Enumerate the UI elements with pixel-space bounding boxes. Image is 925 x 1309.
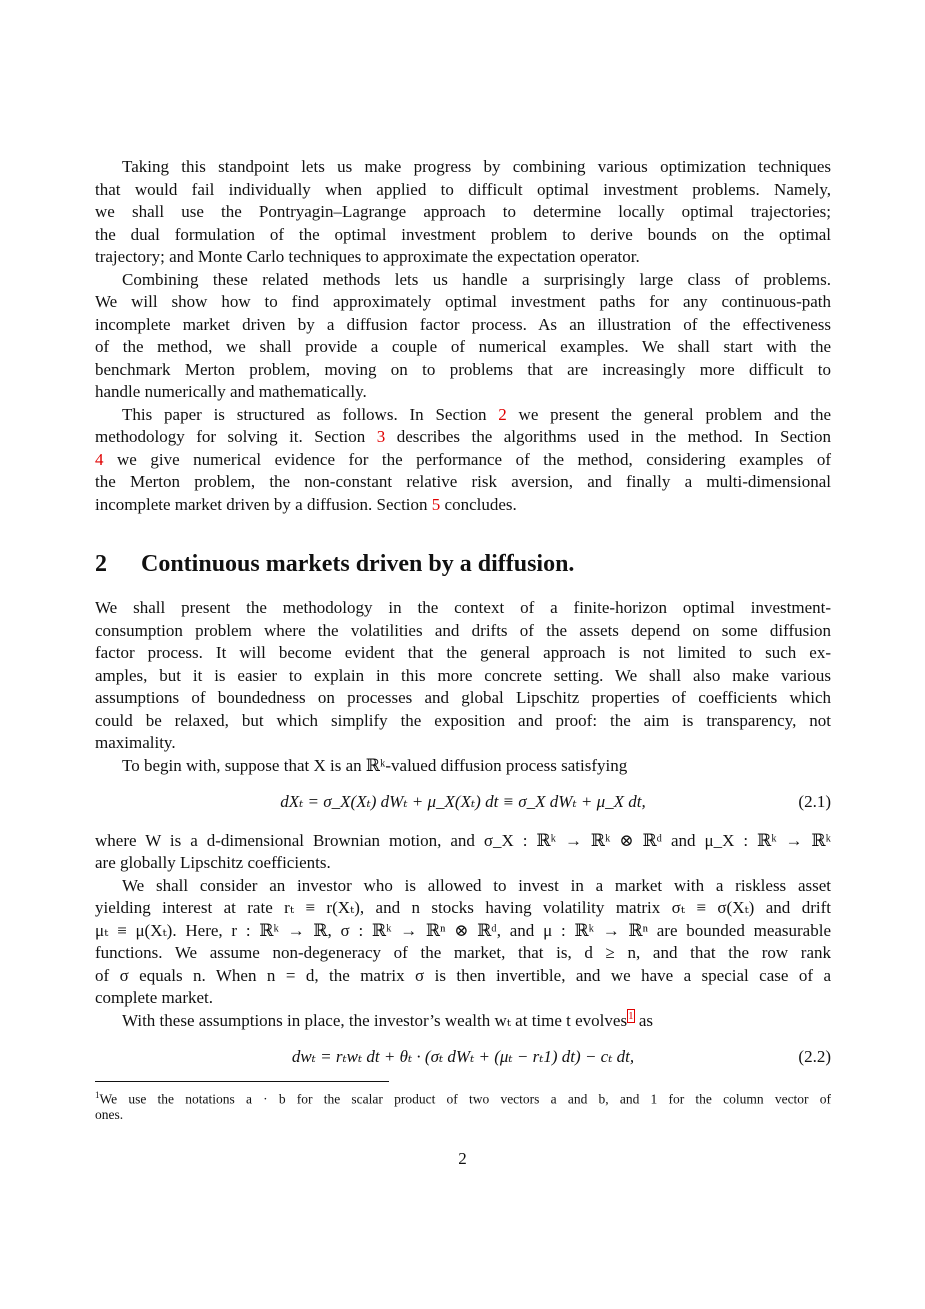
line-text: yielding interest at rate rₜ ≡ r(Xₜ), and n stocks having volatility matrix σₜ ≡ σ(Xₜ) and drift: [95, 898, 831, 917]
footnote-rule: [95, 1081, 389, 1082]
text-line: [95, 201, 831, 224]
text-line: [95, 642, 831, 665]
page-body: [95, 156, 831, 1085]
text-line: [95, 381, 831, 404]
text-line: [95, 920, 831, 943]
footnote-mark: 1: [95, 1090, 100, 1100]
line-text: as: [634, 1010, 653, 1030]
line-text: are globally Lipschitz coefficients.: [95, 853, 331, 872]
line-text: consumption problem where the volatilities and drifts of the assets depend on some diffusion: [95, 620, 831, 640]
line-text: We shall present the methodology in the context of a finite-horizon optimal investment-: [95, 598, 831, 617]
line-text: the dual formulation of the optimal investment problem to derive bounds on the optimal: [95, 224, 831, 244]
line-text: where W is a d-dimensional Brownian motion, and σ_X : ℝᵏ → ℝᵏ ⊗ ℝᵈ and μ_X : ℝᵏ → ℝᵏ: [95, 830, 831, 850]
paragraph: [95, 404, 831, 517]
text-line: [95, 314, 831, 337]
footnote-text: We use the notations a · b for the scalar product of two vectors a and b, and 1 for the column vector of: [99, 1091, 831, 1107]
text-line: [95, 156, 831, 179]
text-line: [95, 852, 831, 875]
text-line: [95, 875, 831, 898]
text-line: [95, 404, 831, 427]
line-text: Taking this standpoint lets us make progress by combining various optimization techniques: [122, 157, 831, 176]
line-text: of σ equals n. When n = d, the matrix σ is then invertible, and we have a special case of a: [95, 965, 831, 985]
paragraph: [95, 1010, 831, 1033]
equation-body: dwₜ = rₜwₜ dt + θₜ · (σₜ dWₜ + (μₜ − rₜ1) dt) − cₜ dt,: [291, 1047, 635, 1066]
equation-body: dXₜ = σ_X(Xₜ) dWₜ + μ_X(Xₜ) dt ≡ σ_X dWₜ + μ_X dt,: [280, 792, 646, 811]
line-text: factor process. It will become evident that the general approach is not limited to such ex-: [95, 643, 831, 662]
line-text: amples, but it is easier to explain in this more concrete setting. We shall also make various: [95, 665, 831, 685]
line-text: benchmark Merton problem, moving on to problems that are increasingly more difficult to: [95, 359, 831, 379]
line-text: With these assumptions in place, the investor’s wealth wₜ at time t evolves: [122, 1010, 628, 1030]
line-text: Combining these related methods lets us handle a surprisingly large class of problems.: [122, 269, 831, 289]
line-text: maximality.: [95, 733, 176, 752]
text-line: [95, 897, 831, 920]
text-line: [95, 665, 831, 688]
line-text: This paper is structured as follows. In Section: [122, 404, 499, 424]
section-heading: [95, 549, 831, 579]
line-text: that would fail individually when applied to difficult optimal investment problems. Namely,: [95, 179, 831, 199]
line-text: μₜ ≡ μ(Xₜ). Here, r : ℝᵏ → ℝ, σ : ℝᵏ → ℝⁿ ⊗ ℝᵈ, and μ : ℝᵏ → ℝⁿ are bounded measurable: [95, 920, 831, 940]
text-line: [95, 755, 831, 778]
line-text: complete market.: [95, 988, 214, 1007]
text-line: [95, 597, 831, 620]
text-line: [95, 449, 831, 472]
text-line: [95, 965, 831, 988]
paragraph: [95, 156, 831, 269]
line-text: incomplete market driven by a diffusion. Section: [95, 494, 432, 514]
text-line: [95, 710, 831, 733]
line-text: trajectory; and Monte Carlo techniques to approximate the expectation operator.: [95, 247, 640, 266]
text-line: [95, 224, 831, 247]
text-line: [95, 620, 831, 643]
section-ref-link[interactable]: 5: [431, 494, 441, 514]
text-line: [95, 987, 831, 1010]
line-text: describes the algorithms used in the method. In Section: [385, 427, 831, 446]
paragraph: [95, 875, 831, 1010]
line-text: of the method, we shall provide a couple of numerical examples. We shall start with the: [95, 337, 831, 356]
footnote-line: [95, 1105, 831, 1124]
footnote-line: [95, 1086, 831, 1105]
text-line: [95, 471, 831, 494]
text-line: [95, 942, 831, 965]
text-line: [95, 494, 831, 517]
text-line: [95, 426, 831, 449]
line-text: we shall use the Pontryagin–Lagrange approach to determine locally optimal trajectories;: [95, 202, 831, 221]
text-line: [95, 359, 831, 382]
paragraph: [95, 755, 831, 778]
text-line: [95, 830, 831, 853]
line-text: To begin with, suppose that X is an ℝᵏ-valued diffusion process satisfying: [122, 755, 628, 775]
footnote-ref-link[interactable]: 1: [628, 1009, 634, 1022]
line-text: We shall consider an investor who is allowed to invest in a market with a riskless asset: [122, 875, 831, 895]
line-text: concludes.: [440, 494, 517, 514]
line-text: the Merton problem, the non-constant relative risk aversion, and finally a multi-dimensional: [95, 472, 831, 491]
section-ref-link[interactable]: 4: [95, 449, 104, 469]
equation-number: (2.2): [798, 1047, 831, 1066]
footnote: [95, 1086, 831, 1124]
text-line: [95, 179, 831, 202]
line-text: we give numerical evidence for the performance of the method, considering examples of: [103, 449, 831, 469]
equation: [95, 1046, 831, 1069]
section-title: Continuous markets driven by a diffusion.: [141, 551, 575, 577]
line-text: We will show how to find approximately optimal investment paths for any continuous-path: [95, 292, 831, 311]
line-text: incomplete market driven by a diffusion factor process. As an illustration of the effectiveness: [95, 314, 831, 334]
text-line: [95, 1010, 831, 1033]
line-text: assumptions of boundedness on processes and global Lipschitz properties of coefficients which: [95, 688, 831, 707]
equation-number: (2.1): [798, 792, 831, 811]
text-line: [95, 687, 831, 710]
paragraph: [95, 597, 831, 755]
text-line: [95, 246, 831, 269]
equation: [95, 791, 831, 814]
line-text: methodology for solving it. Section: [95, 427, 377, 446]
line-text: we present the general problem and the: [506, 404, 832, 424]
text-line: [95, 291, 831, 314]
page-number: 2: [458, 1149, 467, 1168]
paragraph: [95, 830, 831, 875]
line-text: handle numerically and mathematically.: [95, 382, 367, 401]
section-ref-link[interactable]: 3: [376, 427, 386, 446]
line-text: functions. We assume non-degeneracy of the market, that is, d ≥ n, and that the row rank: [95, 943, 831, 962]
footnote-text: ones.: [95, 1107, 124, 1122]
text-line: [95, 732, 831, 755]
text-line: [95, 336, 831, 359]
text-line: [95, 269, 831, 292]
section-ref-link[interactable]: 2: [498, 404, 507, 424]
paragraph: [95, 269, 831, 404]
section-number: 2: [95, 551, 107, 577]
line-text: could be relaxed, but which simplify the exposition and proof: the aim is transparency, not: [95, 710, 831, 730]
